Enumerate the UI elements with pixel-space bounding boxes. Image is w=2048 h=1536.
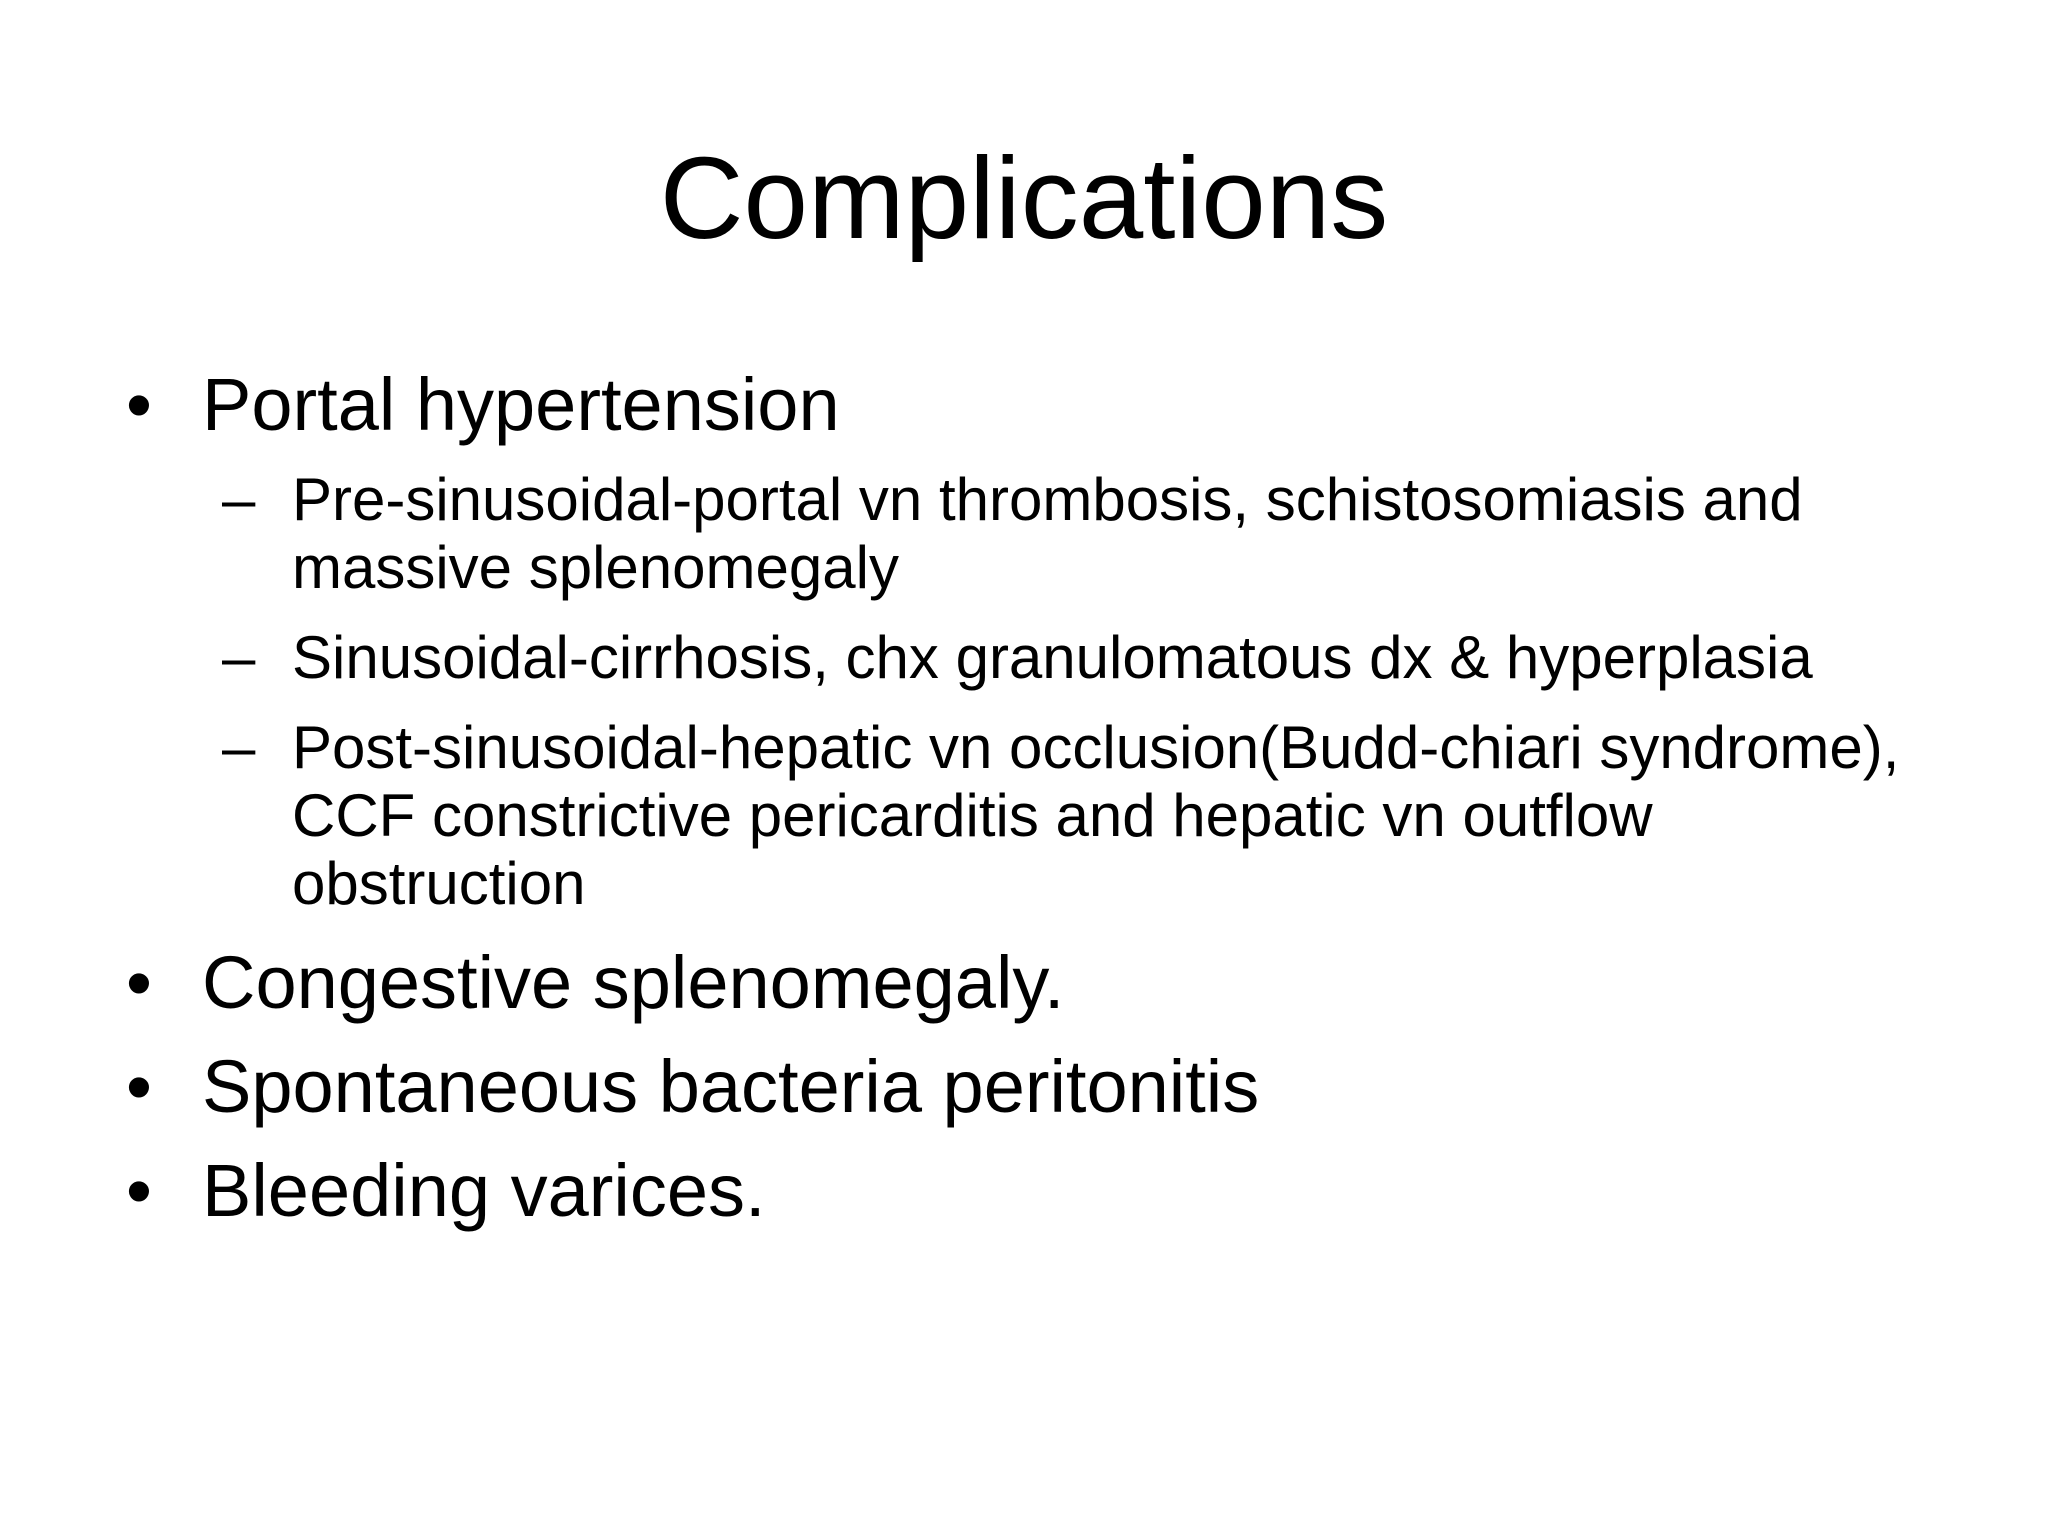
sub-bullet-marker: – bbox=[222, 714, 256, 781]
sub-bullet-item-pre-sinusoidal bbox=[222, 466, 1920, 602]
bullet-text: Bleeding varices. bbox=[202, 1149, 766, 1232]
sub-bullet-item-sinusoidal bbox=[222, 624, 1920, 692]
bullet-text: Portal hypertension bbox=[202, 363, 840, 446]
bullet-list bbox=[120, 362, 1920, 1252]
sub-bullet-text: Sinusoidal-cirrhosis, chx granulomatous dx & hyperplasia bbox=[292, 624, 1813, 691]
bullet-marker: • bbox=[126, 363, 152, 446]
sub-bullet-marker: – bbox=[222, 466, 256, 533]
bullet-marker: • bbox=[126, 1045, 152, 1128]
bullet-text: Spontaneous bacteria peritonitis bbox=[202, 1045, 1260, 1128]
slide-title: Complications bbox=[659, 133, 1389, 263]
bullet-text: Congestive splenomegaly. bbox=[202, 941, 1065, 1024]
bullet-item-spontaneous-bacteria-peritonitis bbox=[120, 1044, 1920, 1130]
sub-bullet-marker: – bbox=[222, 624, 256, 691]
bullet-marker: • bbox=[126, 941, 152, 1024]
sub-bullet-text: Post-sinusoidal-hepatic vn occlusion(Budd-chiari syndrome), CCF constrictive pericarditis and hepatic vn outflow obstruction bbox=[292, 714, 1900, 917]
bullet-item-portal-hypertension bbox=[120, 362, 1920, 448]
bullet-item-bleeding-varices bbox=[120, 1148, 1920, 1234]
bullet-item-congestive-splenomegaly bbox=[120, 940, 1920, 1026]
bullet-marker: • bbox=[126, 1149, 152, 1232]
sub-bullet-item-post-sinusoidal bbox=[222, 714, 1920, 918]
sub-bullet-text: Pre-sinusoidal-portal vn thrombosis, schistosomiasis and massive splenomegaly bbox=[292, 466, 1803, 601]
sub-bullet-list bbox=[222, 466, 1920, 918]
